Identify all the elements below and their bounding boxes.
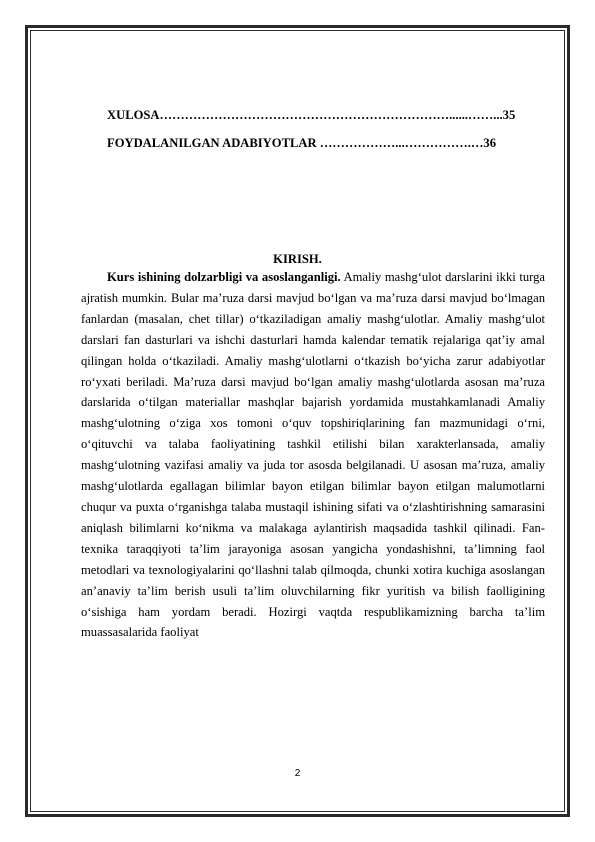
toc-entry-references: FOYDALANILGAN ADABIYOTLAR ………………...…………….…36	[107, 136, 497, 150]
page-number: 2	[294, 768, 301, 779]
toc-entry-conclusion: XULOSA……………………………………………………………......……...35	[107, 108, 516, 122]
section-heading: KIRISH.	[273, 252, 322, 266]
paragraph-lead: Kurs ishining dolzarbligi va asoslanganligi.	[107, 270, 341, 284]
paragraph-body: Amaliy mashg‘ulot darslarini ikki turga ajratish mumkin. Bular ma’ruza darsi mavjud bo‘lgan va ma’ruza darsi mavjud bo‘lmagan fanlardan (masalan, chet tillar) o‘tkaziladigan amaliy mashg‘ulotlar. Amaliy mashg‘ulot darslari fan dasturlari va ishchi dasturlari hamda kalendar tematik rejalariga qat’iy amal qilingan holda o‘tkaziladi. Amaliy mashg‘ulotlarni o‘tkazish bo‘yicha zarur adabiyotlar ro‘yxati beriladi. Ma’ruza darsi mavjud bo‘lgan amaliy mashg‘ulotlarda asosan ma’ruza darslarida o‘tilgan materiallar mashqlar bajarish yordamida mustahkamlanadi Amaliy mashg‘ulotning o‘ziga xos tomoni o‘quv topshiriqlarining fan mazmunidagi o‘rni, o‘qituvchi va talaba faoliyatining tashkil etilishi bilan xarakterlansada, amaliy mashg‘ulotning vazifasi amaliy va juda tor asosda belgilanadi. U asosan ma’ruza, amaliy mashg‘ulotlarda egallagan bilimlar bayon etilgan bilimlar bayon etilgan malumotlarni chuqur va puxta o‘rganishga talaba mustaqil ishining sifati va o‘zlashtirishning samarasini aniqlash bilimlarni ko‘nikma va malakaga aylantirish maqsadida tashkil qilinadi. Fan-texnika taraqqiyoti ta’lim jarayoniga asosan yangicha yondashishni, ta’limning faol metodlari va texnologiyalarini qo‘llashni talab qilmoqda, chunki xotira kuchiga asoslangan an’anaviy ta’lim berish usuli ta’lim oluvchilarning fikr yuritish va bilish faolligining o‘sishiga ham yordam beradi. Hozirgi vaqtda respublikamizning barcha ta’lim muassasalarida faoliyat	[81, 270, 545, 640]
table-of-contents	[107, 105, 532, 161]
body-paragraph	[81, 267, 545, 643]
